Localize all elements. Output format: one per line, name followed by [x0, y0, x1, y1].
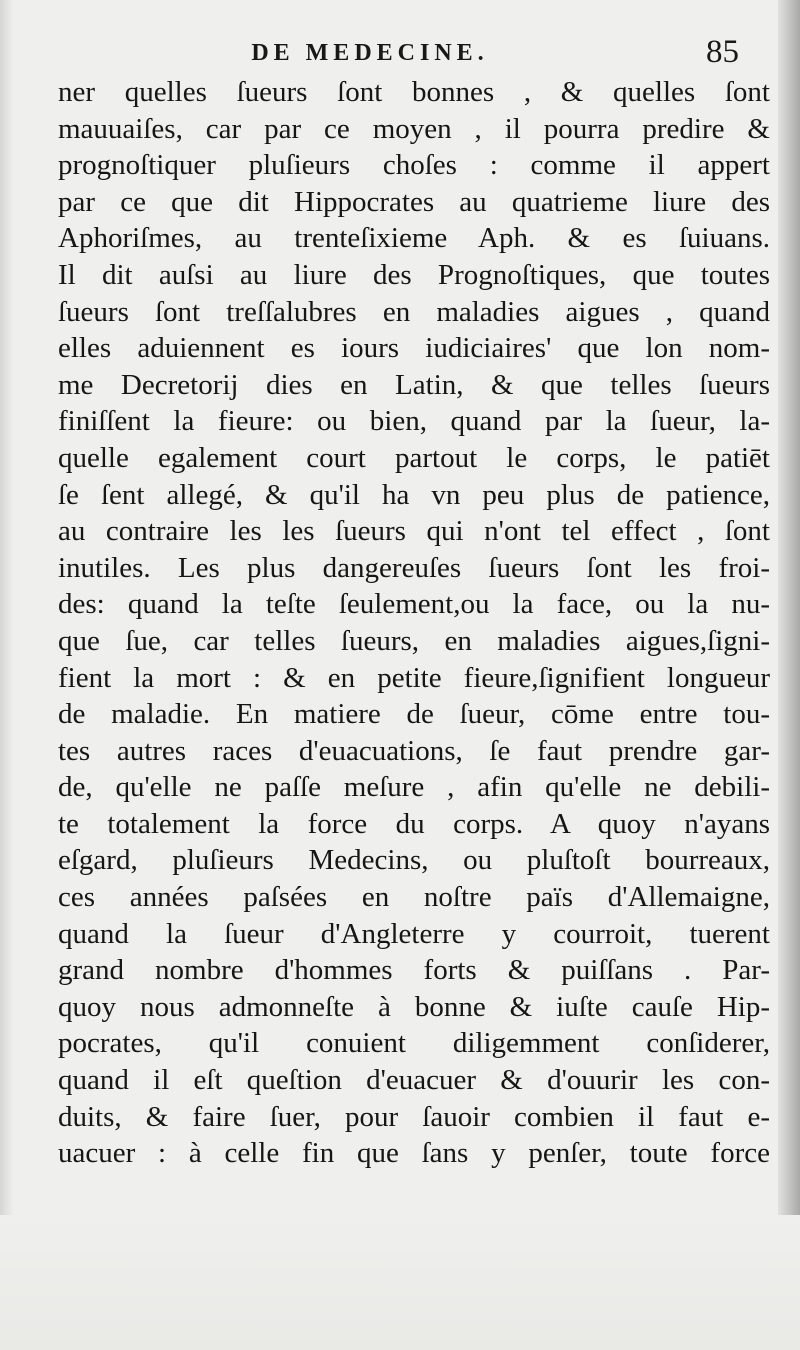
text-line: prognoſtiquer pluſieurs choſes : comme il appert [58, 149, 770, 182]
text-line: eſgard, pluſieurs Medecins, ou pluſtoſt bourreaux, [58, 844, 770, 877]
text-line: par ce que dit Hippocrates au quatrieme liure des [58, 185, 770, 218]
bottom-margin [0, 1215, 800, 1350]
text-line: mauuaiſes, car par ce moyen , il pourra predire & [58, 112, 770, 145]
text-line: te totalement la force du corps. A quoy n'ayans [58, 807, 770, 840]
text-line: fient la mort : & en petite fieure,ſignifient longueur [58, 661, 770, 694]
page-gutter-shadow [0, 0, 14, 1350]
text-line: des: quand la teſte ſeulement,ou la face, ou la nu- [58, 588, 770, 621]
text-line: que ſue, car telles ſueurs, en maladies aigues,ſigni- [58, 624, 770, 657]
text-line: tes autres races d'euacuations, ſe faut prendre gar- [58, 734, 770, 767]
text-line: pocrates, qu'il conuient diligemment conſiderer, [58, 1027, 770, 1060]
text-line: de, qu'elle ne paſſe meſure , afin qu'elle ne debili- [58, 771, 770, 804]
text-line: grand nombre d'hommes forts & puiſſans . Par- [58, 954, 770, 987]
text-line: duits, & faire ſuer, pour ſauoir combien il faut e- [58, 1100, 770, 1133]
page-number: 85 [706, 34, 739, 70]
body-text [58, 74, 770, 1172]
text-line: ſueurs ſont treſſalubres en maladies aigues , quand [58, 295, 770, 328]
text-line: quelle egalement court partout le corps, le patiēt [58, 441, 770, 474]
text-line: uacuer : à celle fin que ſans y penſer, toute force [58, 1137, 770, 1170]
text-line: elles aduiennent es iours iudiciaires' que lon nom- [58, 332, 770, 365]
text-line: quoy nous admonneſte à bonne & iuſte cauſe Hip- [58, 990, 770, 1023]
text-line: finiſſent la fieure: ou bien, quand par la ſueur, la- [58, 405, 770, 438]
text-line: inutiles. Les plus dangereuſes ſueurs ſont les froi- [58, 551, 770, 584]
running-head: DE MEDECINE. [251, 40, 489, 66]
page-edge-shadow [778, 0, 800, 1350]
text-line: Aphoriſmes, au trenteſixieme Aph. & es ſuiuans. [58, 222, 770, 255]
text-line: quand il eſt queſtion d'euacuer & d'ouurir les con- [58, 1064, 770, 1097]
text-line: au contraire les les ſueurs qui n'ont tel effect , ſont [58, 515, 770, 548]
text-line: me Decretorij dies en Latin, & que telles ſueurs [58, 368, 770, 401]
text-line: ces années paſsées en noſtre païs d'Allemaigne, [58, 881, 770, 914]
text-line: ſe ſent allegé, & qu'il ha vn peu plus de patience, [58, 478, 770, 511]
text-line: Il dit auſsi au liure des Prognoſtiques, que toutes [58, 258, 770, 291]
text-line: ner quelles ſueurs ſont bonnes , & quelles ſont [58, 76, 770, 108]
text-line: de maladie. En matiere de ſueur, cōme entre tou- [58, 698, 770, 731]
text-line: quand la ſueur d'Angleterre y courroit, tuerent [58, 917, 770, 950]
